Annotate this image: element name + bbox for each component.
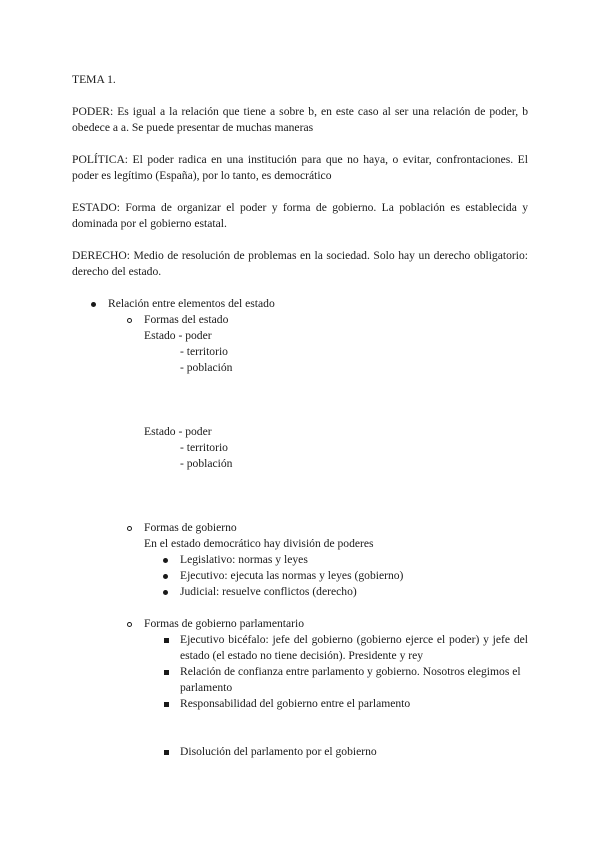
list-item: Disolución del parlamento por el gobierno <box>180 745 377 758</box>
list-item: Relación de confianza entre parlamento y gobierno. Nosotros elegimos el parlamento <box>180 665 521 694</box>
bullet-square-icon <box>164 702 169 707</box>
outline-main-item: Relación entre elementos del estado <box>108 297 275 310</box>
estado-block1-territorio: - territorio <box>180 345 228 358</box>
bullet-circle-icon <box>127 318 132 323</box>
bullet-circle-icon <box>127 526 132 531</box>
document-title: TEMA 1. <box>72 73 116 86</box>
bullet-dot-icon <box>163 574 168 579</box>
list-item: Responsabilidad del gobierno entre el parlamento <box>180 697 411 710</box>
estado-block1-poblacion: - población <box>180 361 233 374</box>
formas-gobierno-label: Formas de gobierno <box>144 521 237 534</box>
bullet-dot-icon <box>163 558 168 563</box>
definition-estado: ESTADO: Forma de organizar el poder y forma de gobierno. La población es establecida y dominada por el gobierno estatal. <box>72 201 528 230</box>
bullet-square-icon <box>164 750 169 755</box>
definition-poder: PODER: Es igual a la relación que tiene a sobre b, en este caso al ser una relación de poder, b obedece a a. Se puede presentar de muchas maneras <box>72 105 528 134</box>
definition-politica: POLÍTICA: El poder radica en una institución para que no haya, o evitar, confrontaciones. El poder es legítimo (España), por lo tanto, es democrático <box>72 153 528 182</box>
bullet-circle-icon <box>127 622 132 627</box>
bullet-dot-icon <box>91 302 96 307</box>
estado-block2-territorio: - territorio <box>180 441 228 454</box>
formas-gobierno-intro: En el estado democrático hay división de poderes <box>144 537 374 550</box>
estado-block2-line: Estado - poder <box>144 425 212 438</box>
list-item: Ejecutivo: ejecuta las normas y leyes (gobierno) <box>180 569 404 582</box>
formas-parlamentario-label: Formas de gobierno parlamentario <box>144 617 305 630</box>
estado-block1-line: Estado - poder <box>144 329 212 342</box>
definition-derecho: DERECHO: Medio de resolución de problemas en la sociedad. Solo hay un derecho obligatorio: derecho del estado. <box>72 249 528 278</box>
list-item: Legislativo: normas y leyes <box>180 553 308 566</box>
formas-estado-label: Formas del estado <box>144 313 229 326</box>
list-item: Ejecutivo bicéfalo: jefe del gobierno (gobierno ejerce el poder) y jefe del estado (el estado no tiene decisión). Presidente y rey <box>180 633 528 662</box>
bullet-square-icon <box>164 638 169 643</box>
list-item: Judicial: resuelve conflictos (derecho) <box>180 585 357 598</box>
bullet-dot-icon <box>163 590 168 595</box>
estado-block2-poblacion: - población <box>180 457 233 470</box>
bullet-square-icon <box>164 670 169 675</box>
